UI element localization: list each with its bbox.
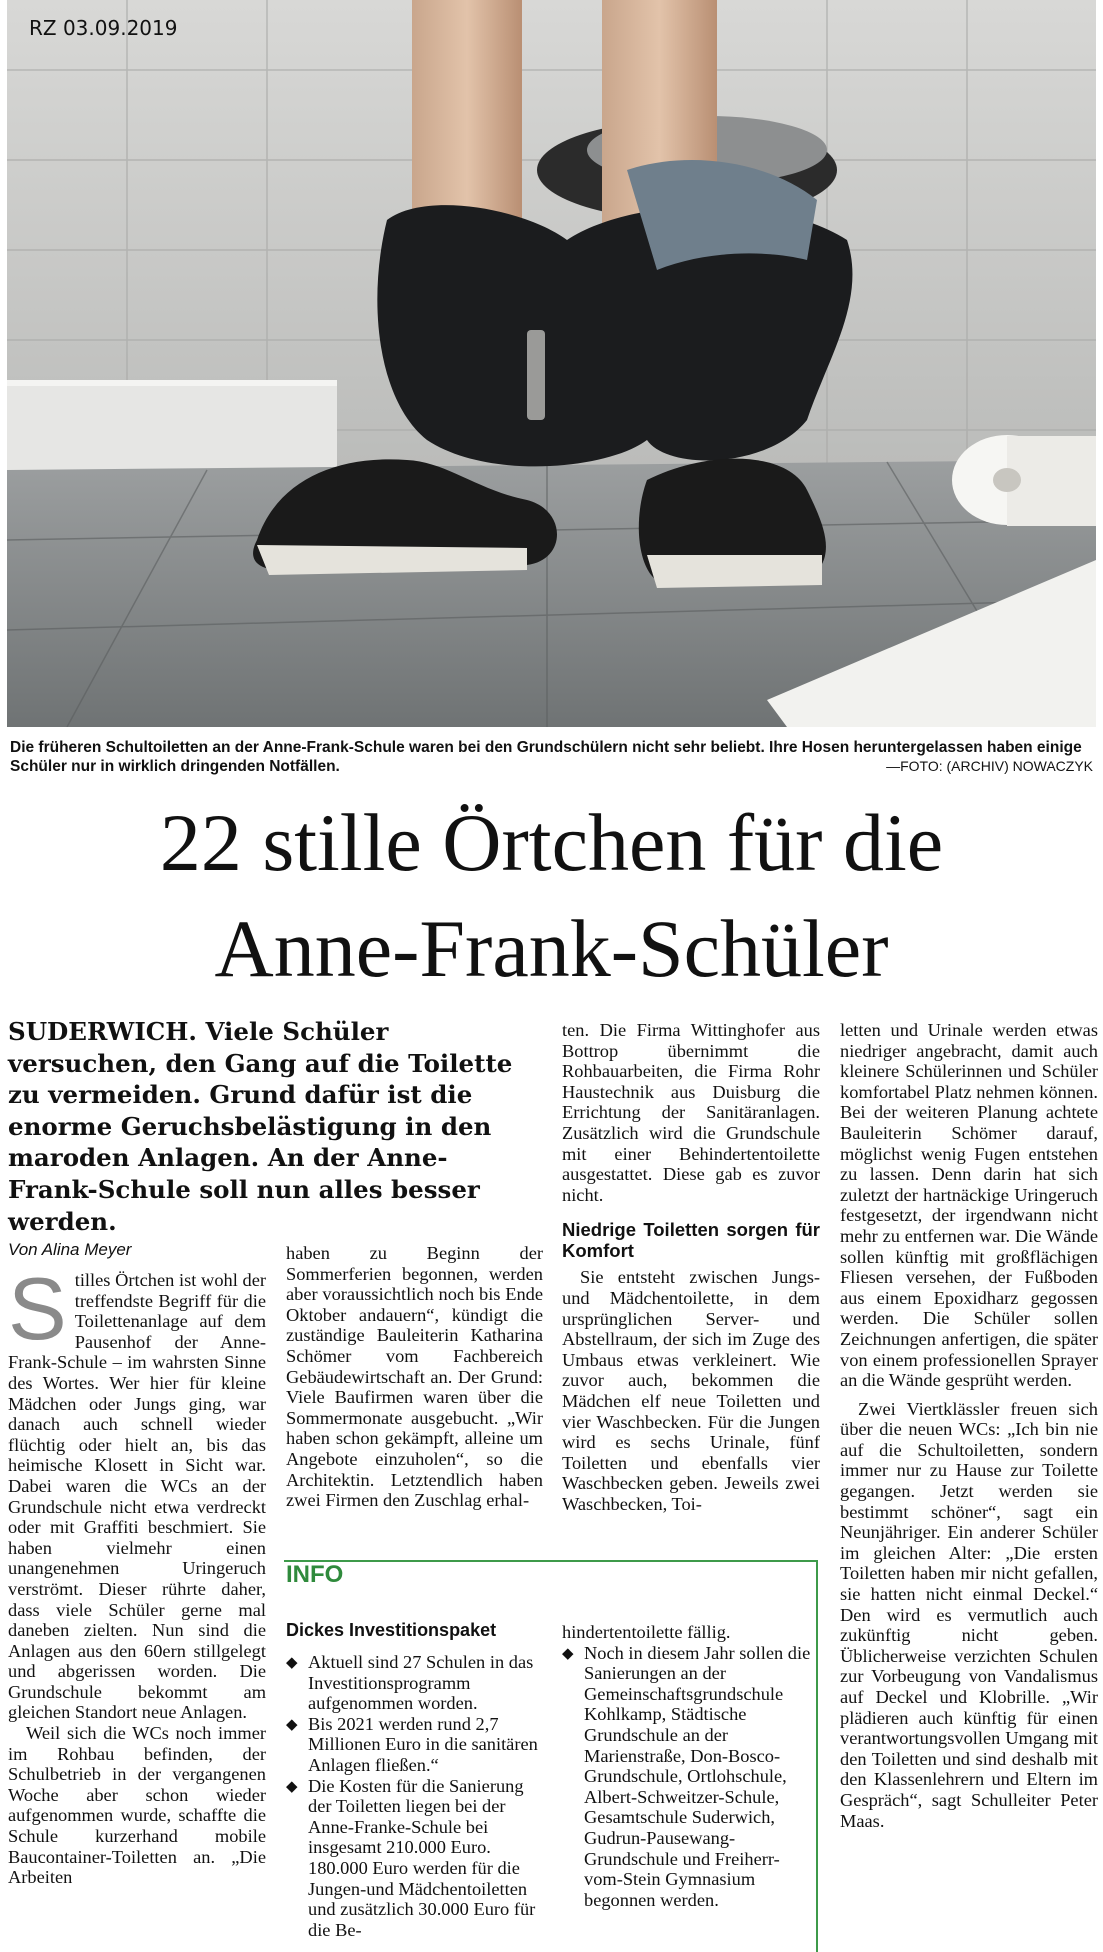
column-4-paragraph-1: letten und Urinale werden etwas niedriger angebracht, damit auch kleinere Schülerinnen und Schüler komfortabel Platz nehmen können. Bei der weiteren Planung achtete Bauleiterin Schömer darauf, möglichst wenig Fugen entstehen zu lassen. Denn darin hat sich zuletzt der hartnäckige Uringeruch festgesetzt, der irgendwann nicht mehr zu entfernen war. Die Wände sollen künftig mit großflächigen Fliesen versehen, der Fußboden aus einem Epoxidharz gegossen werden. Die Schüler sollen Zeichnungen anfertigen, die später von einem professionellen Sprayer an die Wände gesprüht werden.: [840, 1020, 1098, 1391]
byline: Von Alina Meyer: [8, 1240, 132, 1259]
info-bullet: ◆ Noch in diesem Jahr sollen die Sanierungen an der Gemeinschaftsgrundschule Kohlkamp, Städtische Grundschule an der Marienstraße, Don-Bosco-Grundschule, Ortlohschule, Albert-Schweitzer-Schule, Gesamtschule Suderwich, Gudrun-Pausewang-Grundschule und Freiherr-vom-Stein Gymnasium begonnen werden.: [562, 1643, 812, 1911]
headline: [0, 790, 1103, 1002]
column-3-subheading: Niedrige Toiletten sorgen für Komfort: [562, 1219, 820, 1262]
column-1-paragraph-1: [8, 1270, 266, 1723]
article-column-2: [286, 1243, 543, 1548]
info-column-right: [562, 1622, 812, 1910]
photo-caption: Die früheren Schultoiletten an der Anne-Frank-Schule waren bei den Grundschülern nicht sehr beliebt. Ihre Hosen heruntergelassen haben einige Schüler nur in wirklich dringenden Notfällen.: [10, 739, 1082, 775]
info-bullet: ◆ Bis 2021 werden rund 2,7 Millionen Euro in die sanitären Anlagen fließen.“: [286, 1714, 544, 1776]
article-column-1: [8, 1270, 266, 1946]
column-1-paragraph-1-text: tilles Örtchen ist wohl der treffendste Begriff für die Toilettenanlage auf dem Pausenhof der Anne-Frank-Schule – im wahrsten Sinne des Wortes. Wer hier für kleine Mädchen oder Jungs ging, war danach auch schnell wieder flüchtig oder hielt an, bis das heimische Klosett in Sicht war. Dabei waren die WCs an der Grundschule nicht etwa verdreckt oder mit Graffiti beschmiert. Sie haben vielmehr einen unangenehmen Uringeruch verströmt. Dieser rührte daher, dass viele Schüler gerne mal daneben zielten. Nun sind die Anlagen aus den 60ern stillgelegt und abgerissen worden. Die Grundschule bekommt am gleichen Standort neue Anlagen.: [8, 1270, 266, 1723]
date-stamp: RZ 03.09.2019: [29, 16, 178, 40]
column-3-paragraph-1: ten. Die Firma Wittinghofer aus Bottrop übernimmt die Rohbauarbeiten, die Firma Rohr Haustechnik aus Duisburg die Errichtung der Sanitäranlagen. Zusätzlich wird die Grundschule mit einer Behindertentoilette ausgestattet. Diese gab es zuvor nicht.: [562, 1020, 820, 1205]
drop-cap: S: [8, 1270, 67, 1358]
column-2-paragraph-1: haben zu Beginn der Sommerferien begonnen, werden aber voraussichtlich noch bis Ende Oktober andauern“, kündigt die zuständige Bauleiterin Katharina Schömer vom Fachbereich Gebäudewirtschaft an. Der Grund: Viele Baufirmen waren über die Sommermonate ausgebucht. „Wir haben schon gekämpft, alleine um Angebote einzuholen“, so die Architektin. Letztendlich haben zwei Firmen den Zuschlag erhal-: [286, 1243, 543, 1511]
column-4-paragraph-2: Zwei Viertklässler freuen sich über die neuen WCs: „Ich bin nie auf die Schultoiletten, sondern immer nur zu Hause zur Toilette gegangen. Jetzt werden sie bestimmt schöner“, sagt ein Neunjähriger. Ein anderer Schüler im gleichen Alter: „Die ersten Toiletten haben mir nicht gefallen, sie hatten nicht einmal Deckel.“ Den wird es vermutlich auch zukünftig nicht geben. Üblicherweise verzichten Schulen zur Vorbeugung von Vandalismus auf Deckel und Klobrille. „Wir plädieren auch künftig für einen verantwortungsvollen Umgang mit den Toiletten und sind deshalb mit den Klassenlehrern und Eltern im Gespräch“, sagt Schulleiter Peter Maas.: [840, 1398, 1098, 1831]
info-column-left: [286, 1652, 544, 1940]
column-3-paragraph-2: Sie entsteht zwischen Jungs- und Mädchentoilette, in dem ursprünglichen Server- und Abstellraum, der sich im Zuge des Umbaus etwas verkleinert. Wie zuvor auch, bekommen die Mädchen elf neue Toiletten und vier Waschbecken. Für die Jungen wird es sechs Urinale, fünf Toiletten und ebenfalls vier Waschbecken geben. Jeweils zwei Waschbecken, Toi-: [562, 1267, 820, 1514]
info-continuation: hindertentoilette fällig.: [562, 1622, 731, 1642]
headline-line-2: Anne-Frank-Schüler: [214, 903, 889, 994]
info-box-title: INFO: [286, 1561, 344, 1588]
column-1-paragraph-2: Weil sich die WCs noch immer im Rohbau befinden, der Schulbetrieb in der vergangenen Woche aber schon wieder aufgenommen wurde, schaffte die Schule kurzerhand mobile Baucontainer-Toiletten an. „Die Arbeiten: [8, 1723, 266, 1888]
photo-credit: —FOTO: (ARCHIV) NOWACZYK: [886, 758, 1093, 774]
info-bullet: ◆ Die Kosten für die Sanierung der Toiletten liegen bei der Anne-Franke-Schule bei insgesamt 210.000 Euro. 180.000 Euro werden für die Jungen-und Mädchentoiletten und zusätzlich 30.000 Euro für die Be-: [286, 1776, 544, 1941]
headline-line-1: 22 stille Örtchen für die: [159, 797, 944, 888]
article-column-4: [840, 1020, 1098, 1946]
article-column-3: [562, 1020, 820, 1545]
article-photo: [7, 0, 1096, 727]
info-box-heading: Dickes Investitionspaket: [286, 1620, 497, 1640]
school-toilet-photo-icon: [7, 0, 1096, 727]
lead-paragraph: SUDERWICH. Viele Schüler versuchen, den Gang auf die Toilette zu vermeiden. Grund dafür ist die enorme Geruchsbelästigung in den maroden Anlagen. An der Anne-Frank-Schule soll nun alles besser werden.: [8, 1017, 513, 1236]
info-bullet: ◆ Aktuell sind 27 Schulen in das Investitionsprogramm aufgenommen worden.: [286, 1652, 544, 1714]
